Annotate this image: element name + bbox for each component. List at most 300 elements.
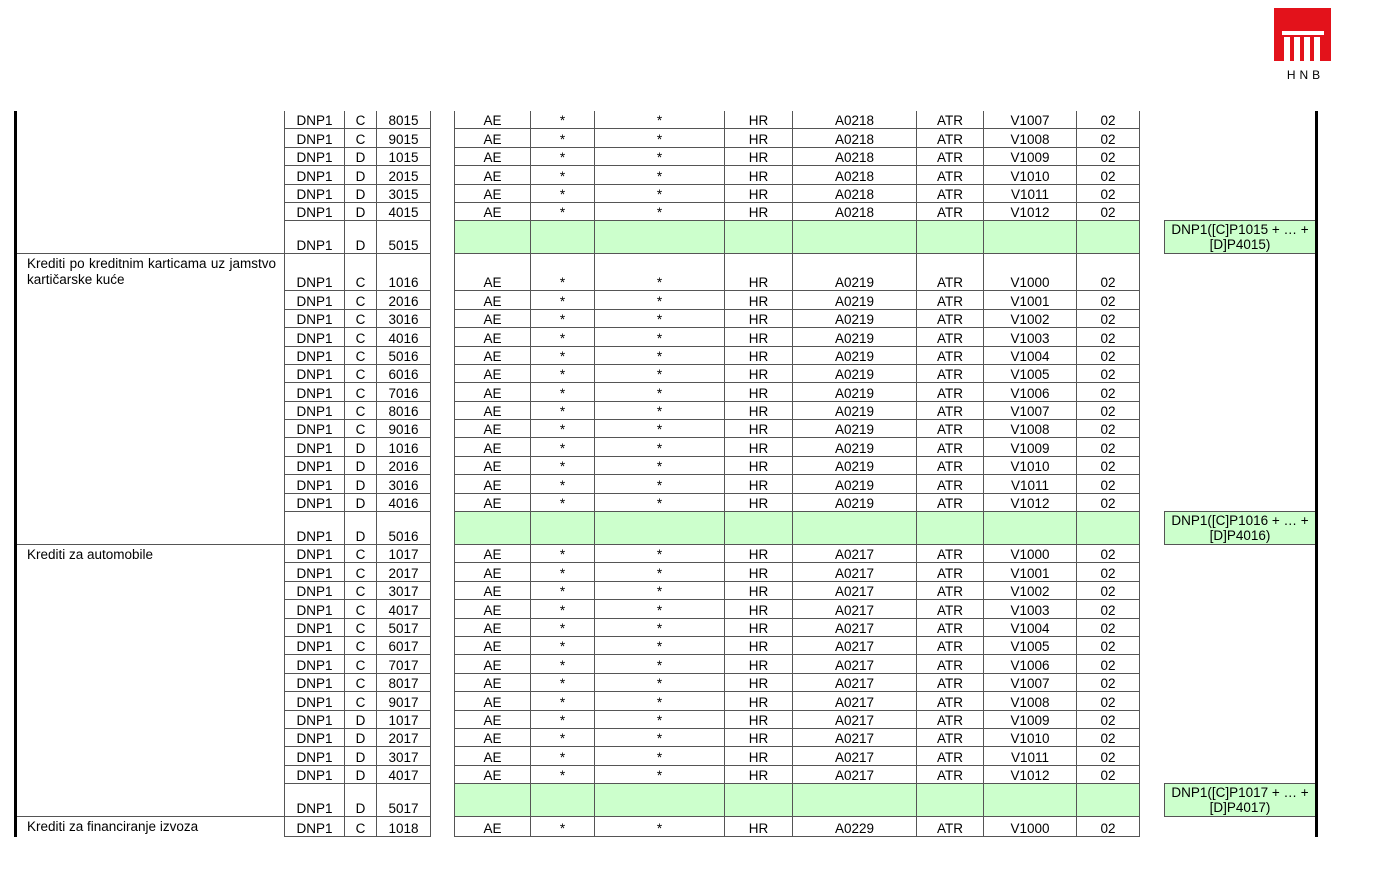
cell-class-code: 02	[1077, 493, 1140, 511]
cell-ae: AE	[455, 747, 531, 765]
formula-empty	[1165, 184, 1317, 202]
cell-class-code: 02	[1077, 438, 1140, 456]
formula-empty	[1165, 309, 1317, 327]
cell-atr: ATR	[917, 254, 984, 291]
formula-empty	[1165, 692, 1317, 710]
formula-empty	[1165, 364, 1317, 382]
cell-star-1: *	[531, 328, 595, 346]
cell-ae: AE	[455, 202, 531, 220]
cell-class-code: 02	[1077, 328, 1140, 346]
cell-code: 1016	[377, 254, 431, 291]
cell-value-code: V1007	[984, 111, 1077, 129]
cell-instrument: DNP1	[285, 420, 345, 438]
formula-empty	[1165, 655, 1317, 673]
cell-ae: AE	[455, 655, 531, 673]
spacer	[1140, 364, 1165, 382]
cell-value-code: V1011	[984, 747, 1077, 765]
formula-empty	[1165, 254, 1317, 291]
cell-country: HR	[725, 438, 793, 456]
cell-star-1: *	[531, 600, 595, 618]
cell-atr: ATR	[917, 600, 984, 618]
spacer	[431, 493, 455, 511]
spacer	[431, 346, 455, 364]
cell-country: HR	[725, 692, 793, 710]
cell-atr: ATR	[917, 456, 984, 474]
cell-account: A0217	[793, 710, 917, 728]
cell-country: HR	[725, 765, 793, 783]
cell-account: A0219	[793, 346, 917, 364]
cell-value-code: V1009	[984, 438, 1077, 456]
cell-country: HR	[725, 456, 793, 474]
cell-star-1: *	[531, 636, 595, 654]
cell-instrument: DNP1	[285, 545, 345, 563]
formula-empty	[1165, 618, 1317, 636]
cell-type: C	[345, 563, 377, 581]
cell-atr: ATR	[917, 475, 984, 493]
subtotal-empty-cell	[455, 784, 531, 817]
formula-empty	[1165, 747, 1317, 765]
cell-country: HR	[725, 147, 793, 165]
subtotal-empty-cell	[531, 512, 595, 545]
cell-star-1: *	[531, 728, 595, 746]
subtotal-empty-cell	[725, 512, 793, 545]
subtotal-empty-cell	[595, 221, 725, 254]
formula-empty	[1165, 673, 1317, 691]
cell-star-1: *	[531, 710, 595, 728]
cell-value-code: V1008	[984, 129, 1077, 147]
cell-ae: AE	[455, 166, 531, 184]
formula-empty	[1165, 563, 1317, 581]
cell-country: HR	[725, 563, 793, 581]
cell-star-2: *	[595, 545, 725, 563]
cell-ae: AE	[455, 618, 531, 636]
cell-country: HR	[725, 655, 793, 673]
cell-account: A0219	[793, 420, 917, 438]
cell-value-code: V1001	[984, 563, 1077, 581]
spacer	[1140, 563, 1165, 581]
cell-instrument: DNP1	[285, 493, 345, 511]
cell-value-code: V1010	[984, 456, 1077, 474]
formula-empty	[1165, 147, 1317, 165]
cell-class-code: 02	[1077, 673, 1140, 691]
cell-instrument: DNP1	[285, 673, 345, 691]
cell-atr: ATR	[917, 184, 984, 202]
cell-country: HR	[725, 166, 793, 184]
cell-account: A0218	[793, 202, 917, 220]
cell-class-code: 02	[1077, 291, 1140, 309]
cell-instrument: DNP1	[285, 618, 345, 636]
cell-account: A0219	[793, 493, 917, 511]
cell-account: A0219	[793, 475, 917, 493]
cell-star-2: *	[595, 581, 725, 599]
cell-ae: AE	[455, 493, 531, 511]
cell-class-code: 02	[1077, 420, 1140, 438]
subtotal-empty-cell	[917, 512, 984, 545]
cell-account: A0217	[793, 600, 917, 618]
cell-country: HR	[725, 346, 793, 364]
cell-country: HR	[725, 618, 793, 636]
cell-star-1: *	[531, 184, 595, 202]
subtotal-empty-cell	[1077, 784, 1140, 817]
cell-class-code: 02	[1077, 166, 1140, 184]
spacer	[431, 784, 455, 817]
spacer	[431, 692, 455, 710]
formula-empty	[1165, 728, 1317, 746]
cell-star-1: *	[531, 383, 595, 401]
cell-account: A0217	[793, 765, 917, 783]
spacer	[431, 221, 455, 254]
cell-star-2: *	[595, 710, 725, 728]
cell-type: D	[345, 710, 377, 728]
cell-account: A0219	[793, 401, 917, 419]
subtotal-empty-cell	[725, 784, 793, 817]
cell-value-code: V1002	[984, 581, 1077, 599]
cell-star-2: *	[595, 202, 725, 220]
cell-instrument: DNP1	[285, 166, 345, 184]
cell-country: HR	[725, 728, 793, 746]
cell-instrument: DNP1	[285, 710, 345, 728]
cell-instrument: DNP1	[285, 600, 345, 618]
cell-class-code: 02	[1077, 618, 1140, 636]
formula-empty	[1165, 475, 1317, 493]
cell-type: C	[345, 545, 377, 563]
cell-type: C	[345, 655, 377, 673]
cell-instrument: DNP1	[285, 111, 345, 129]
spacer	[431, 747, 455, 765]
cell-star-2: *	[595, 291, 725, 309]
cell-star-2: *	[595, 420, 725, 438]
cell-account: A0217	[793, 618, 917, 636]
cell-value-code: V1010	[984, 166, 1077, 184]
cell-star-1: *	[531, 545, 595, 563]
cell-account: A0217	[793, 655, 917, 673]
cell-value-code: V1003	[984, 328, 1077, 346]
cell-code: 3017	[377, 747, 431, 765]
cell-star-1: *	[531, 254, 595, 291]
cell-ae: AE	[455, 346, 531, 364]
spacer	[1140, 618, 1165, 636]
formula-empty	[1165, 817, 1317, 837]
cell-type: C	[345, 309, 377, 327]
spacer	[1140, 784, 1165, 817]
spacer	[1140, 581, 1165, 599]
cell-type: C	[345, 328, 377, 346]
cell-star-2: *	[595, 438, 725, 456]
cell-country: HR	[725, 747, 793, 765]
cell-star-2: *	[595, 254, 725, 291]
spacer	[1140, 600, 1165, 618]
cell-star-1: *	[531, 618, 595, 636]
cell-class-code: 02	[1077, 817, 1140, 837]
cell-class-code: 02	[1077, 147, 1140, 165]
cell-atr: ATR	[917, 563, 984, 581]
cell-value-code: V1006	[984, 383, 1077, 401]
cell-account: A0219	[793, 364, 917, 382]
spacer	[1140, 655, 1165, 673]
cell-country: HR	[725, 493, 793, 511]
cell-account: A0217	[793, 636, 917, 654]
formula-empty	[1165, 328, 1317, 346]
cell-ae: AE	[455, 475, 531, 493]
spacer	[431, 673, 455, 691]
cell-star-2: *	[595, 184, 725, 202]
subtotal-empty-cell	[455, 221, 531, 254]
subtotal-empty-cell	[917, 784, 984, 817]
cell-code: 5016	[377, 346, 431, 364]
subtotal-empty-cell	[984, 784, 1077, 817]
cell-value-code: V1009	[984, 147, 1077, 165]
subtotal-formula: DNP1([C]P1017 + … + [D]P4017)	[1165, 784, 1317, 817]
formula-empty	[1165, 438, 1317, 456]
cell-atr: ATR	[917, 129, 984, 147]
cell-instrument: DNP1	[285, 636, 345, 654]
cell-ae: AE	[455, 438, 531, 456]
cell-atr: ATR	[917, 401, 984, 419]
cell-class-code: 02	[1077, 202, 1140, 220]
cell-atr: ATR	[917, 673, 984, 691]
cell-star-1: *	[531, 765, 595, 783]
cell-country: HR	[725, 254, 793, 291]
cell-value-code: V1012	[984, 493, 1077, 511]
cell-star-1: *	[531, 475, 595, 493]
spacer	[1140, 728, 1165, 746]
spacer	[431, 438, 455, 456]
cell-type: C	[345, 692, 377, 710]
cell-instrument: DNP1	[285, 655, 345, 673]
cell-code: 9017	[377, 692, 431, 710]
formula-empty	[1165, 581, 1317, 599]
cell-account: A0218	[793, 166, 917, 184]
cell-value-code: V1002	[984, 309, 1077, 327]
cell-ae: AE	[455, 456, 531, 474]
cell-class-code: 02	[1077, 655, 1140, 673]
cell-code: 2017	[377, 563, 431, 581]
cell-account: A0218	[793, 111, 917, 129]
formula-empty	[1165, 456, 1317, 474]
spacer	[431, 563, 455, 581]
spacer	[1140, 512, 1165, 545]
cell-class-code: 02	[1077, 129, 1140, 147]
cell-star-2: *	[595, 747, 725, 765]
cell-star-1: *	[531, 420, 595, 438]
spacer	[1140, 166, 1165, 184]
formula-empty	[1165, 383, 1317, 401]
cell-type: D	[345, 221, 377, 254]
cell-value-code: V1008	[984, 692, 1077, 710]
cell-code: 4017	[377, 765, 431, 783]
cell-class-code: 02	[1077, 475, 1140, 493]
cell-value-code: V1008	[984, 420, 1077, 438]
cell-country: HR	[725, 111, 793, 129]
cell-code: 4017	[377, 600, 431, 618]
cell-class-code: 02	[1077, 184, 1140, 202]
cell-class-code: 02	[1077, 728, 1140, 746]
cell-code: 4016	[377, 493, 431, 511]
cell-value-code: V1007	[984, 673, 1077, 691]
cell-atr: ATR	[917, 765, 984, 783]
cell-type: C	[345, 254, 377, 291]
cell-atr: ATR	[917, 420, 984, 438]
cell-ae: AE	[455, 364, 531, 382]
spacer	[1140, 346, 1165, 364]
cell-instrument: DNP1	[285, 475, 345, 493]
cell-atr: ATR	[917, 147, 984, 165]
cell-type: D	[345, 728, 377, 746]
cell-atr: ATR	[917, 346, 984, 364]
row-description	[16, 817, 285, 837]
cell-account: A0219	[793, 291, 917, 309]
table-row	[16, 111, 1317, 129]
cell-value-code: V1012	[984, 765, 1077, 783]
cell-instrument: DNP1	[285, 364, 345, 382]
cell-instrument: DNP1	[285, 129, 345, 147]
cell-account: A0218	[793, 184, 917, 202]
cell-star-1: *	[531, 202, 595, 220]
cell-value-code: V1009	[984, 710, 1077, 728]
spacer	[1140, 692, 1165, 710]
logo-emblem	[1274, 8, 1331, 61]
subtotal-empty-cell	[531, 784, 595, 817]
spacer	[431, 581, 455, 599]
cell-atr: ATR	[917, 309, 984, 327]
formula-empty	[1165, 346, 1317, 364]
cell-star-2: *	[595, 129, 725, 147]
cell-account: A0219	[793, 383, 917, 401]
formula-empty	[1165, 111, 1317, 129]
cell-class-code: 02	[1077, 401, 1140, 419]
cell-star-2: *	[595, 673, 725, 691]
cell-instrument: DNP1	[285, 817, 345, 837]
cell-code: 1016	[377, 438, 431, 456]
cell-ae: AE	[455, 328, 531, 346]
cell-value-code: V1011	[984, 184, 1077, 202]
cell-star-2: *	[595, 111, 725, 129]
cell-type: C	[345, 636, 377, 654]
spacer	[431, 512, 455, 545]
cell-type: D	[345, 184, 377, 202]
spacer	[1140, 636, 1165, 654]
cell-code: 5017	[377, 618, 431, 636]
spacer	[431, 254, 455, 291]
cell-type: C	[345, 364, 377, 382]
spacer	[431, 111, 455, 129]
cell-code: 9015	[377, 129, 431, 147]
cell-code: 8015	[377, 111, 431, 129]
cell-account: A0218	[793, 129, 917, 147]
formula-empty	[1165, 166, 1317, 184]
cell-ae: AE	[455, 147, 531, 165]
cell-value-code: V1003	[984, 600, 1077, 618]
cell-star-1: *	[531, 692, 595, 710]
cell-account: A0219	[793, 309, 917, 327]
formula-empty	[1165, 401, 1317, 419]
cell-country: HR	[725, 420, 793, 438]
formula-empty	[1165, 710, 1317, 728]
cell-type: C	[345, 383, 377, 401]
spacer	[1140, 765, 1165, 783]
spacer	[431, 291, 455, 309]
cell-star-2: *	[595, 692, 725, 710]
cell-star-2: *	[595, 636, 725, 654]
cell-account: A0217	[793, 581, 917, 599]
description-text: Krediti za financiranje izvoza	[27, 819, 199, 835]
spacer	[1140, 291, 1165, 309]
cell-type: C	[345, 618, 377, 636]
formula-empty	[1165, 545, 1317, 563]
cell-instrument: DNP1	[285, 309, 345, 327]
spacer	[1140, 184, 1165, 202]
description-text: Krediti po kreditnim karticama uz jamstvo kartičarske kuće	[27, 256, 276, 288]
cell-atr: ATR	[917, 618, 984, 636]
subtotal-empty-cell	[531, 221, 595, 254]
cell-type: D	[345, 512, 377, 545]
cell-country: HR	[725, 364, 793, 382]
cell-atr: ATR	[917, 291, 984, 309]
cell-type: C	[345, 673, 377, 691]
spacer	[1140, 254, 1165, 291]
cell-star-2: *	[595, 728, 725, 746]
cell-account: A0219	[793, 438, 917, 456]
spacer	[1140, 328, 1165, 346]
cell-account: A0217	[793, 563, 917, 581]
spacer	[1140, 673, 1165, 691]
row-description	[16, 111, 285, 254]
cell-star-1: *	[531, 346, 595, 364]
cell-star-2: *	[595, 309, 725, 327]
cell-instrument: DNP1	[285, 328, 345, 346]
spacer	[1140, 710, 1165, 728]
cell-instrument: DNP1	[285, 728, 345, 746]
hnb-logo	[1274, 8, 1332, 84]
cell-ae: AE	[455, 401, 531, 419]
cell-atr: ATR	[917, 111, 984, 129]
cell-star-1: *	[531, 493, 595, 511]
cell-star-2: *	[595, 765, 725, 783]
cell-value-code: V1005	[984, 636, 1077, 654]
cell-class-code: 02	[1077, 581, 1140, 599]
cell-star-1: *	[531, 309, 595, 327]
cell-star-2: *	[595, 475, 725, 493]
cell-type: D	[345, 456, 377, 474]
cell-type: D	[345, 202, 377, 220]
cell-value-code: V1000	[984, 254, 1077, 291]
logo-text: HNB	[1286, 68, 1325, 82]
cell-type: C	[345, 600, 377, 618]
cell-atr: ATR	[917, 728, 984, 746]
cell-code: 1015	[377, 147, 431, 165]
subtotal-formula: DNP1([C]P1016 + … + [D]P4016)	[1165, 512, 1317, 545]
table-row	[16, 545, 1317, 563]
spacer	[1140, 475, 1165, 493]
cell-instrument: DNP1	[285, 765, 345, 783]
cell-type: C	[345, 129, 377, 147]
cell-country: HR	[725, 129, 793, 147]
cell-account: A0219	[793, 456, 917, 474]
cell-star-1: *	[531, 401, 595, 419]
cell-star-2: *	[595, 563, 725, 581]
cell-code: 2017	[377, 728, 431, 746]
cell-atr: ATR	[917, 202, 984, 220]
cell-class-code: 02	[1077, 346, 1140, 364]
cell-code: 2016	[377, 291, 431, 309]
cell-ae: AE	[455, 765, 531, 783]
cell-account: A0229	[793, 817, 917, 837]
subtotal-empty-cell	[984, 221, 1077, 254]
cell-value-code: V1006	[984, 655, 1077, 673]
spacer	[431, 765, 455, 783]
subtotal-empty-cell	[793, 221, 917, 254]
spacer	[431, 166, 455, 184]
